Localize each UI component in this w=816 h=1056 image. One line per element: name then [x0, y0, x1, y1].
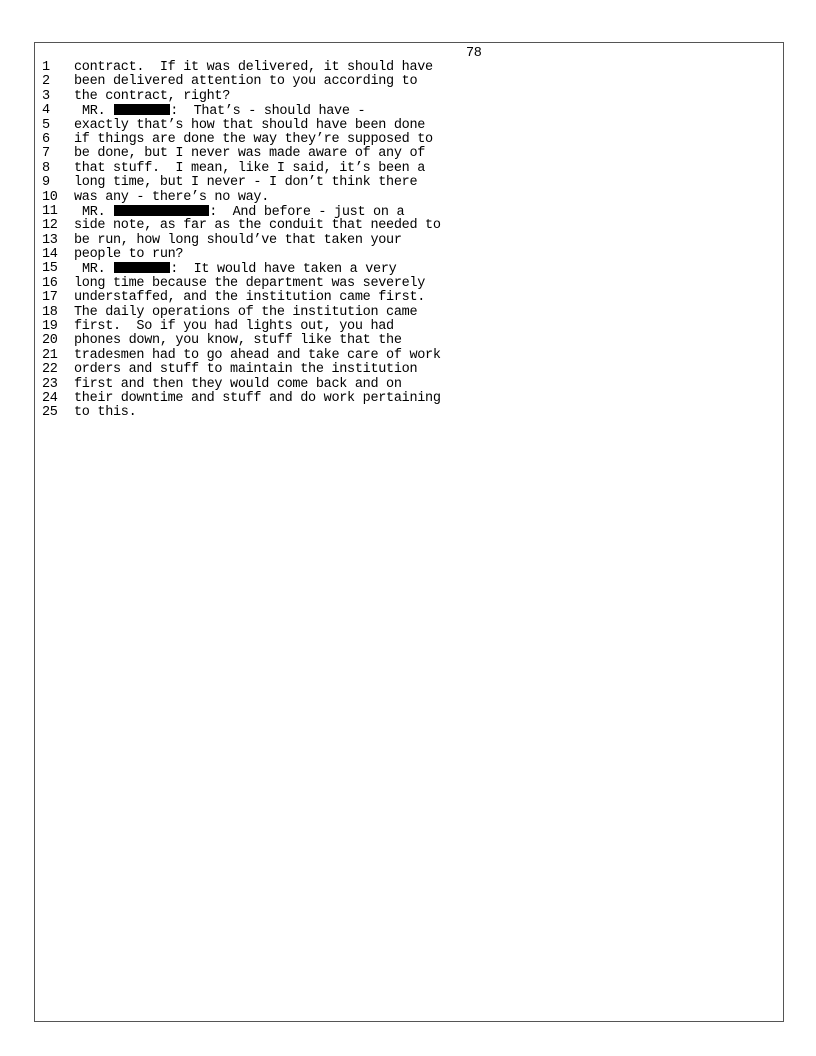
line-text: contract. If it was delivered, it should have: [74, 60, 433, 75]
speaker-text: : And before - just on a: [209, 204, 405, 220]
transcript-line-3: [42, 90, 441, 104]
redaction-bar: [114, 262, 170, 273]
line-number: 25: [42, 405, 58, 421]
line-text: orders and stuff to maintain the institution: [74, 362, 418, 378]
line-number: 24: [42, 390, 58, 406]
transcript-line-11: [42, 205, 441, 219]
line-text: be run, how long should’ve that taken your: [74, 232, 402, 248]
line-text: long time because the department was severely: [74, 275, 426, 291]
line-number: 14: [42, 247, 58, 263]
transcript-line-13: [42, 234, 441, 248]
line-text: been delivered attention to you according to: [74, 74, 418, 90]
line-number: 6: [42, 131, 50, 147]
line-number: 23: [42, 376, 58, 392]
line-number: 13: [42, 232, 58, 248]
transcript-line-19: [42, 320, 441, 334]
speaker-text: : That’s - should have -: [170, 104, 366, 120]
line-number: 18: [42, 304, 58, 320]
transcript-line-16: [42, 277, 441, 291]
redaction-bar: [114, 205, 209, 216]
line-number: 9: [42, 175, 50, 191]
transcript-line-10: [42, 191, 441, 205]
transcript-line-25: [42, 406, 441, 420]
line-text: understaffed, and the institution came first.: [74, 290, 426, 306]
transcript-line-18: [42, 306, 441, 320]
line-number: 17: [42, 290, 58, 306]
speaker-turn: [74, 262, 396, 276]
transcript-line-15: [42, 262, 441, 276]
line-text: if things are done the way they’re supposed to: [74, 131, 433, 147]
transcript-line-24: [42, 392, 441, 406]
line-text: The daily operations of the institution came: [74, 304, 418, 320]
line-text: was any - there’s no way.: [74, 189, 270, 205]
transcript-line-14: [42, 248, 441, 262]
line-text: phones down, you know, stuff like that the: [74, 333, 402, 349]
line-number: 15: [42, 261, 58, 277]
line-text: side note, as far as the conduit that needed to: [74, 218, 441, 234]
transcript-line-5: [42, 119, 441, 133]
transcript-line-7: [42, 147, 441, 161]
line-number: 19: [42, 319, 58, 335]
line-number: 7: [42, 146, 50, 162]
line-text: that stuff. I mean, like I said, it’s been a: [74, 160, 426, 176]
speaker-prefix: MR.: [82, 104, 106, 120]
line-number: 21: [42, 347, 58, 363]
line-number: 1: [42, 60, 50, 75]
page-number: 78: [466, 46, 482, 61]
transcript-line-12: [42, 219, 441, 233]
speaker-text: : It would have taken a very: [170, 262, 397, 278]
line-number: 10: [42, 189, 58, 205]
transcript-line-6: [42, 133, 441, 147]
line-text: be done, but I never was made aware of any of: [74, 146, 426, 162]
line-number: 22: [42, 362, 58, 378]
line-text: first. So if you had lights out, you had: [74, 319, 394, 335]
line-number: 8: [42, 160, 50, 176]
line-text: people to run?: [74, 247, 184, 263]
line-text: long time, but I never - I don’t think there: [74, 175, 418, 191]
transcript-line-1: [42, 61, 441, 75]
line-number: 4: [42, 103, 50, 119]
line-text: first and then they would come back and on: [74, 376, 402, 392]
line-text: to this.: [74, 405, 137, 421]
speaker-turn: [74, 104, 365, 118]
line-number: 20: [42, 333, 58, 349]
speaker-prefix: MR.: [82, 204, 106, 220]
line-text: exactly that’s how that should have been done: [74, 117, 426, 133]
transcript-line-23: [42, 378, 441, 392]
speaker-prefix: MR.: [82, 262, 106, 278]
speaker-turn: [74, 205, 404, 219]
transcript-line-17: [42, 291, 441, 305]
transcript-body: [42, 61, 441, 421]
line-text: their downtime and stuff and do work pertaining: [74, 390, 441, 406]
line-number: 11: [42, 203, 58, 219]
transcript-line-8: [42, 162, 441, 176]
line-number: 12: [42, 218, 58, 234]
line-number: 5: [42, 117, 50, 133]
line-text: tradesmen had to go ahead and take care of work: [74, 347, 441, 363]
redaction-bar: [114, 104, 170, 115]
transcript-line-2: [42, 75, 441, 89]
line-text: the contract, right?: [74, 88, 231, 104]
transcript-line-4: [42, 104, 441, 118]
transcript-line-20: [42, 334, 441, 348]
transcript-line-9: [42, 176, 441, 190]
line-number: 2: [42, 74, 50, 90]
line-number: 3: [42, 88, 50, 104]
transcript-line-21: [42, 349, 441, 363]
transcript-line-22: [42, 363, 441, 377]
line-number: 16: [42, 275, 58, 291]
